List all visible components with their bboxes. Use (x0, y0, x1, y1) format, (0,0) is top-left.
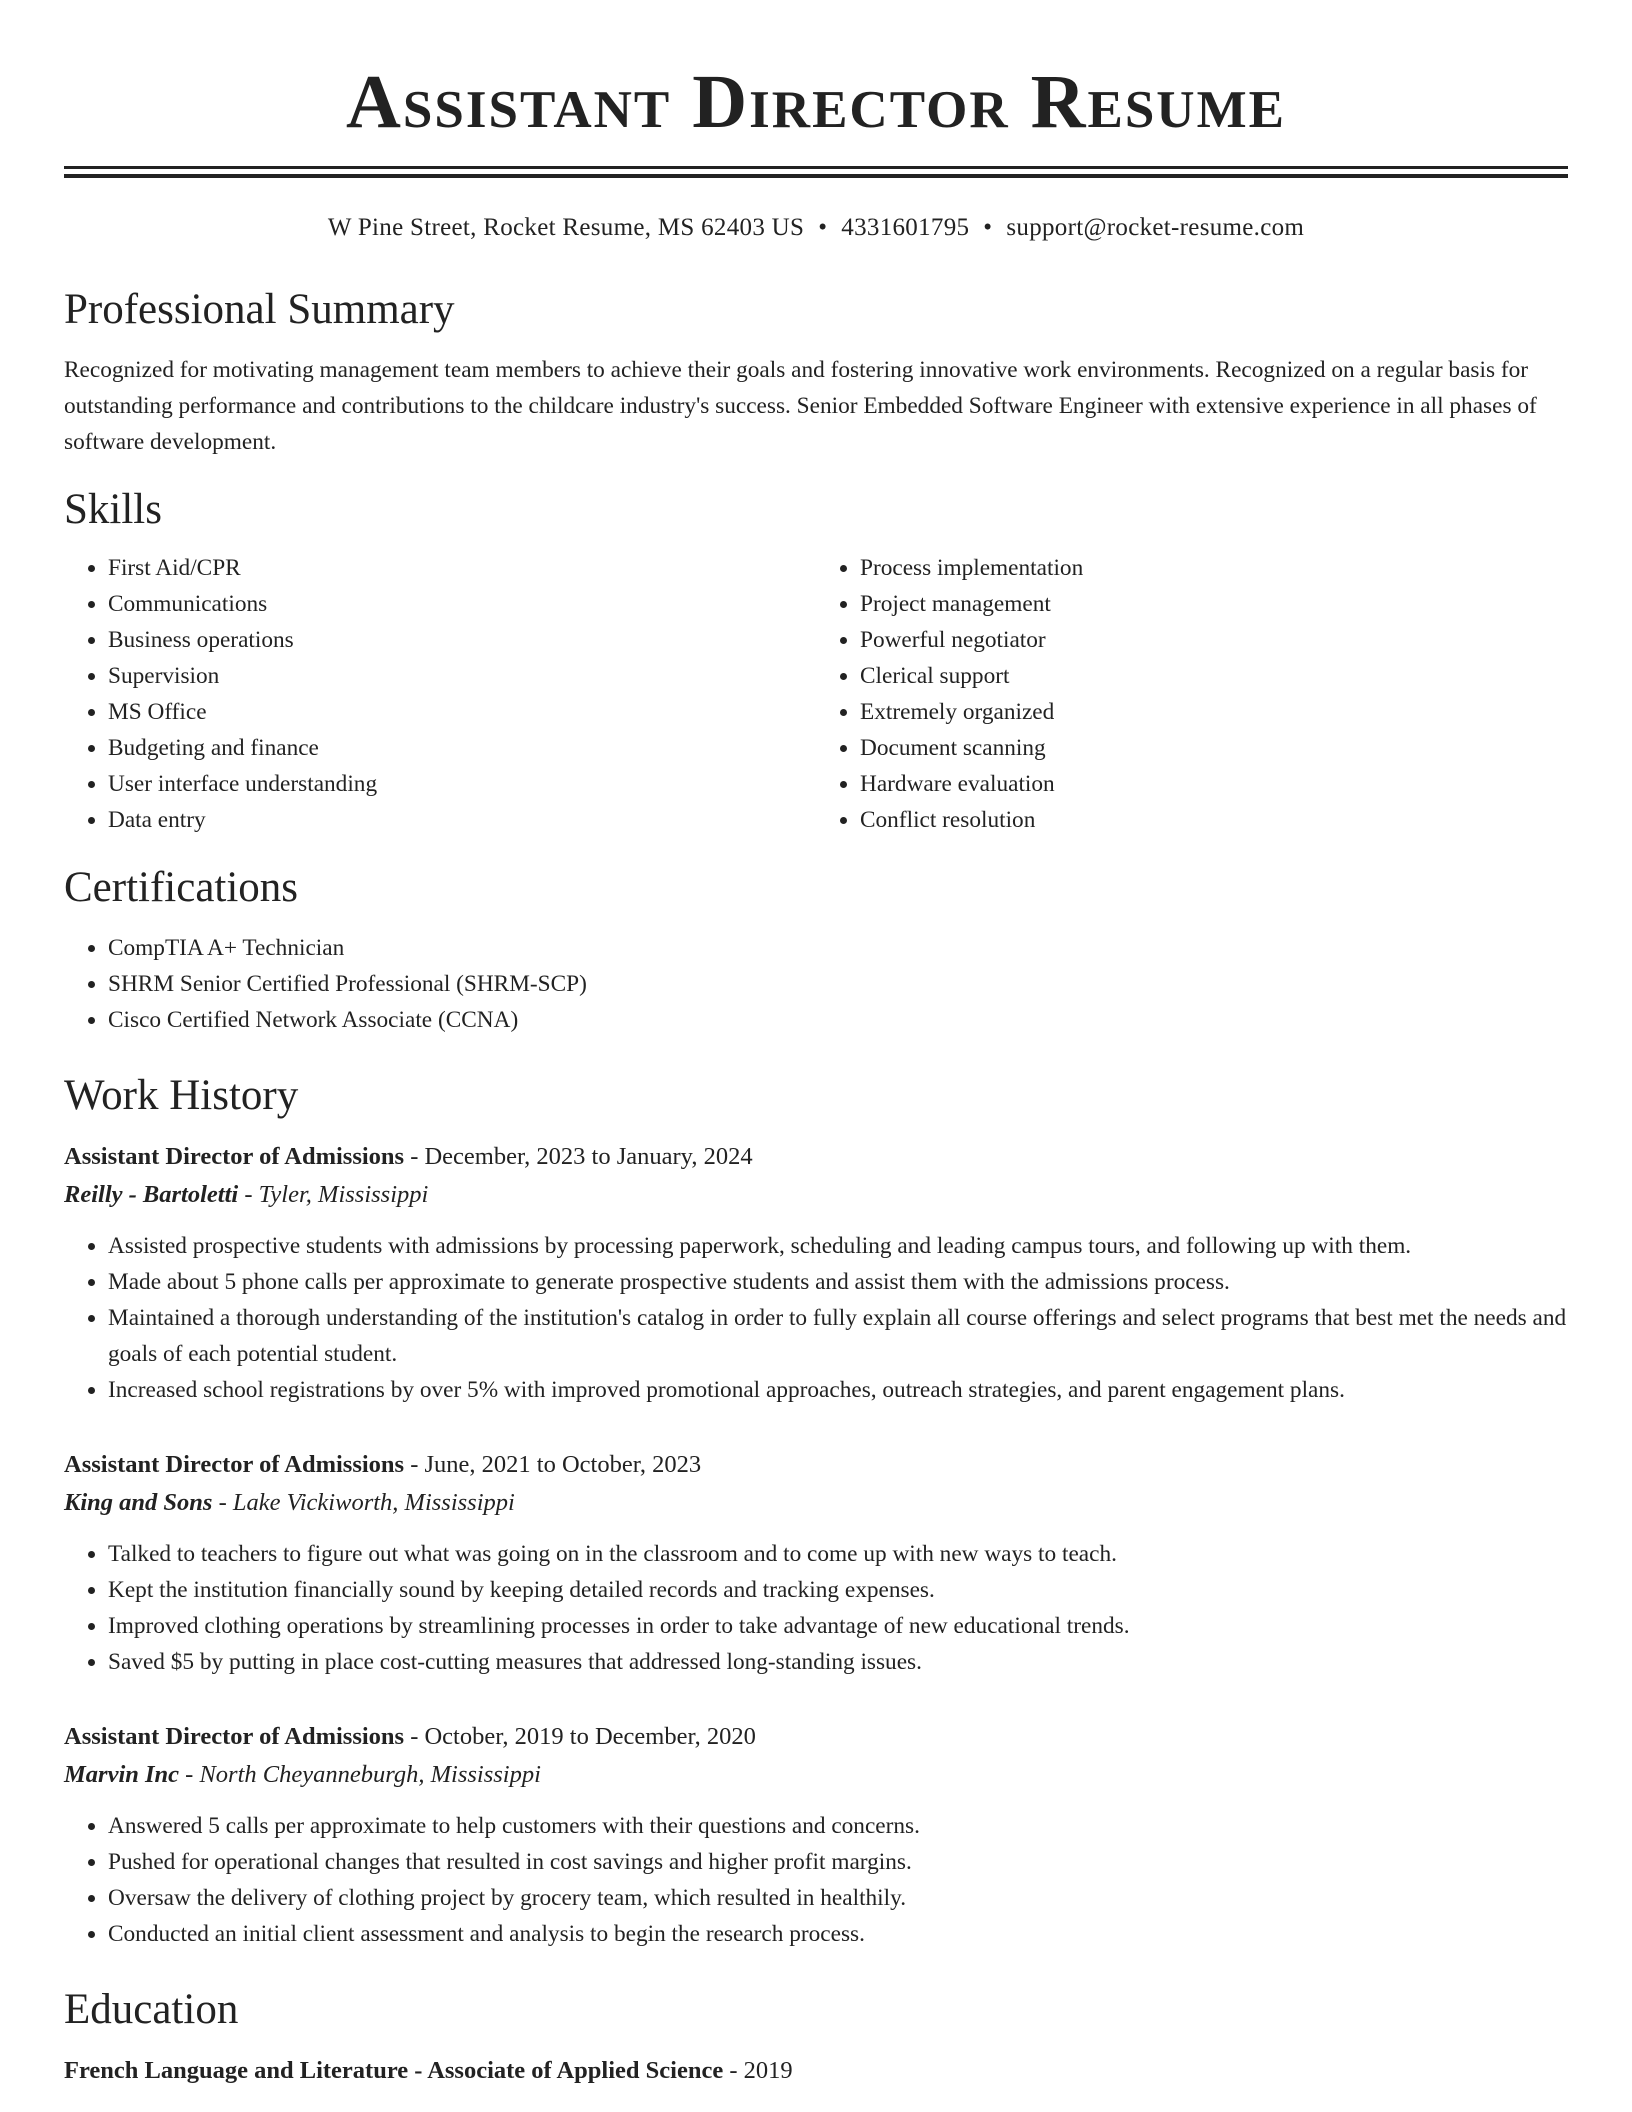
education-entry (64, 2052, 1568, 2090)
skills-columns (64, 550, 1568, 838)
contact-separator: • (983, 214, 993, 241)
skill-item: • Business operations (108, 622, 816, 658)
job-dates: - June, 2021 to October, 2023 (404, 1451, 702, 1478)
job-title: Assistant Director of Admissions (64, 1451, 405, 1478)
certification-item: • SHRM Senior Certified Professional (SHRM-SCP) (108, 966, 1568, 1002)
work-history-heading: Work History (64, 1072, 299, 1119)
skill-item: • Communications (108, 586, 816, 622)
resume-title: Assistant Director Resume (346, 60, 1286, 144)
job-bullets (64, 1536, 1568, 1680)
skill-item: • Supervision (108, 658, 816, 694)
skills-heading: Skills (64, 486, 162, 533)
skills-left-list (64, 550, 816, 838)
job-company-line (64, 1756, 1568, 1794)
skill-item: • MS Office (108, 694, 816, 730)
certification-item: • CompTIA A+ Technician (108, 930, 1568, 966)
job-bullet: • Talked to teachers to figure out what was going on in the classroom and to come up with new ways to teach. (108, 1536, 1568, 1572)
education-degree: French Language and Literature - Associate of Applied Science (64, 2057, 724, 2084)
skills-right-list (816, 550, 1568, 838)
job-bullet: • Maintained a thorough understanding of the institution's catalog in order to fully explain all course offerings and select programs that best met the needs and goals of each potential student. (108, 1300, 1568, 1372)
education-year: - 2019 (723, 2057, 793, 2084)
job-bullets (64, 1228, 1568, 1408)
contact-email: support@rocket-resume.com (1006, 214, 1305, 241)
job-company: King and Sons (64, 1489, 213, 1516)
job-location: - Lake Vickiworth, Mississippi (212, 1489, 515, 1516)
summary-text: Recognized for motivating management team members to achieve their goals and fostering innovative work environments. Recognized on a regular basis for outstanding performance and contributions to the childcare industry's success. Senior Embedded Software Engineer with extensive experience in all phases of software development. (64, 357, 1537, 455)
resume-page (64, 0, 1568, 2090)
skill-item: • Data entry (108, 802, 816, 838)
certifications-list (64, 930, 1568, 1038)
skill-item: • Project management (860, 586, 1568, 622)
job-title-line (64, 1138, 1568, 1176)
job-title: Assistant Director of Admissions (64, 1723, 405, 1750)
job-company: Reilly - Bartoletti (64, 1181, 239, 1208)
job-bullet: • Oversaw the delivery of clothing project by grocery team, which resulted in healthily. (108, 1880, 1568, 1916)
job-bullet: • Improved clothing operations by streamlining processes in order to take advantage of new educational trends. (108, 1608, 1568, 1644)
contact-phone: 4331601795 (841, 214, 970, 241)
summary-heading: Professional Summary (64, 286, 455, 333)
job-bullet: • Conducted an initial client assessment and analysis to begin the research process. (108, 1916, 1568, 1952)
job-location: - North Cheyanneburgh, Mississippi (179, 1761, 541, 1788)
job-dates: - October, 2019 to December, 2020 (404, 1723, 756, 1750)
job-dates: - December, 2023 to January, 2024 (404, 1143, 753, 1170)
skill-item: • Conflict resolution (860, 802, 1568, 838)
skill-item: • Hardware evaluation (860, 766, 1568, 802)
skill-item: • User interface understanding (108, 766, 816, 802)
skill-item: • Clerical support (860, 658, 1568, 694)
job-title-line (64, 1446, 1568, 1484)
job-entry (64, 1138, 1568, 1408)
contact-line (64, 212, 1568, 244)
title-divider (64, 166, 1568, 178)
job-bullet: • Increased school registrations by over 5% with improved promotional approaches, outreach strategies, and parent engagement plans. (108, 1372, 1568, 1408)
certifications-heading: Certifications (64, 864, 299, 911)
skill-item: • Budgeting and finance (108, 730, 816, 766)
job-bullet: • Saved $5 by putting in place cost-cutting measures that addressed long-standing issues. (108, 1644, 1568, 1680)
skill-item: • Extremely organized (860, 694, 1568, 730)
job-title: Assistant Director of Admissions (64, 1143, 405, 1170)
job-bullet: • Answered 5 calls per approximate to help customers with their questions and concerns. (108, 1808, 1568, 1844)
job-company: Marvin Inc (64, 1761, 180, 1788)
job-location: - Tyler, Mississippi (238, 1181, 429, 1208)
job-entry (64, 1718, 1568, 1952)
certification-item: • Cisco Certified Network Associate (CCNA) (108, 1002, 1568, 1038)
job-entry (64, 1446, 1568, 1680)
job-title-line (64, 1718, 1568, 1756)
job-company-line (64, 1484, 1568, 1522)
contact-address: W Pine Street, Rocket Resume, MS 62403 US (327, 214, 805, 241)
contact-separator: • (818, 214, 828, 241)
job-bullet: • Pushed for operational changes that resulted in cost savings and higher profit margins. (108, 1844, 1568, 1880)
job-company-line (64, 1176, 1568, 1214)
education-heading: Education (64, 1986, 239, 2033)
skill-item: • Powerful negotiator (860, 622, 1568, 658)
job-bullet: • Assisted prospective students with admissions by processing paperwork, scheduling and leading campus tours, and following up with them. (108, 1228, 1568, 1264)
job-bullet: • Kept the institution financially sound by keeping detailed records and tracking expenses. (108, 1572, 1568, 1608)
job-bullets (64, 1808, 1568, 1952)
job-bullet: • Made about 5 phone calls per approximate to generate prospective students and assist them with the admissions process. (108, 1264, 1568, 1300)
skill-item: • Document scanning (860, 730, 1568, 766)
skill-item: • Process implementation (860, 550, 1568, 586)
skill-item: • First Aid/CPR (108, 550, 816, 586)
